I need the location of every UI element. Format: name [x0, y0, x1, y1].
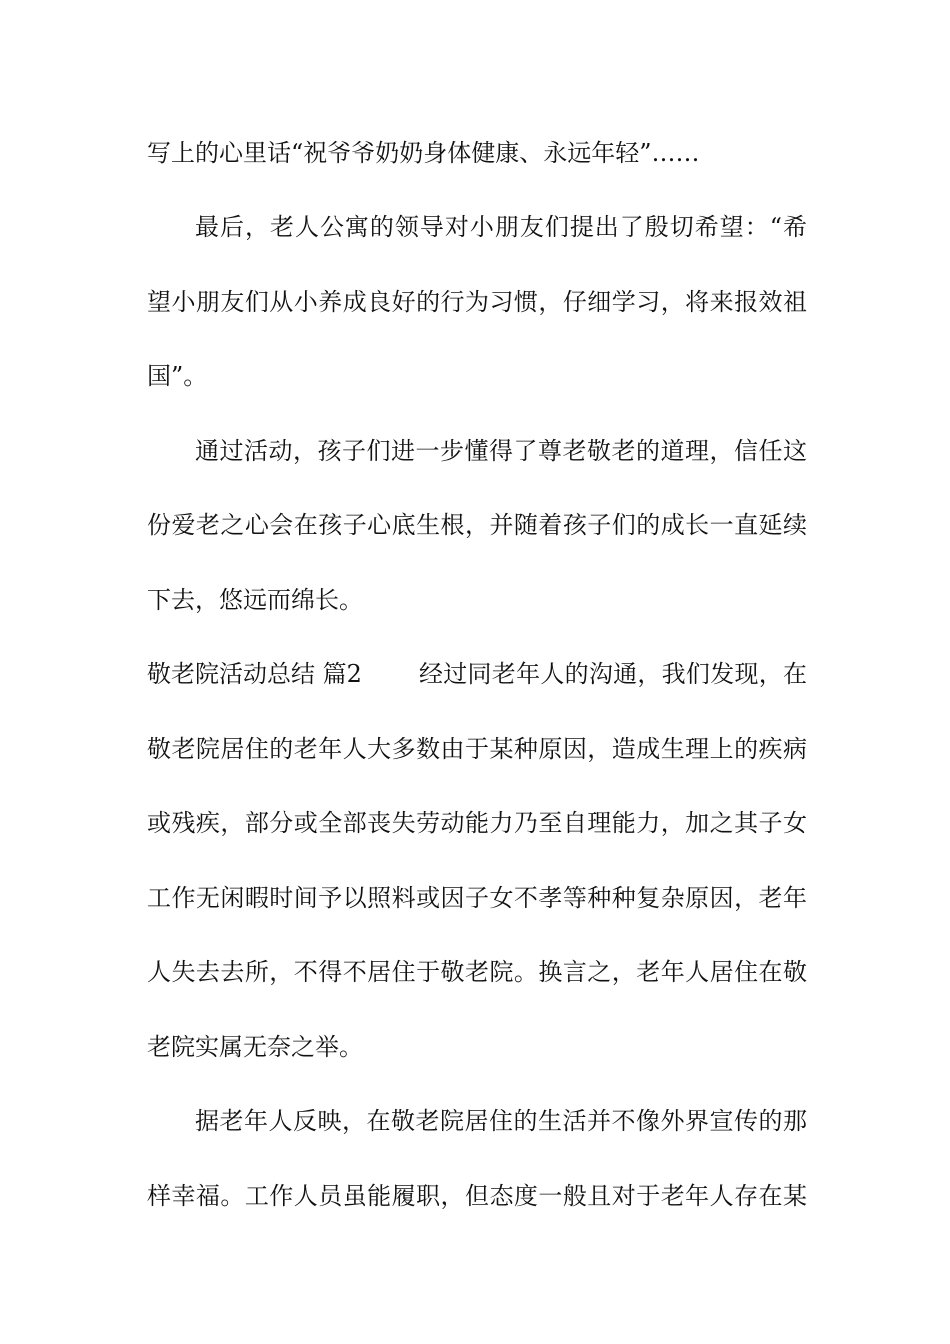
paragraph-line: 最后，老人公寓的领导对小朋友们提出了殷切希望：“希 — [195, 213, 807, 241]
paragraph-line: 写上的心里话“祝爷爷奶奶身体健康、永远年轻”…… — [147, 139, 700, 167]
paragraph-line: 敬老院居住的老年人大多数由于某种原因，造成生理上的疾病 — [147, 735, 807, 763]
section-heading-row — [147, 654, 807, 694]
paragraph-line: 据老年人反映，在敬老院居住的生活并不像外界宣传的那 — [195, 1107, 807, 1135]
paragraph-line: 国”。 — [147, 362, 208, 390]
paragraph-line: 下去，悠远而绵长。 — [147, 586, 363, 614]
paragraph-line: 工作无闲暇时间予以照料或因子女不孝等种种复杂原因，老年 — [147, 884, 807, 912]
paragraph-line: 或残疾，部分或全部丧失劳动能力乃至自理能力，加之其子女 — [147, 809, 807, 837]
paragraph-line: 经过同老年人的沟通，我们发现，在 — [419, 660, 807, 688]
section-title: 敬老院活动总结 篇2 — [147, 660, 362, 688]
paragraph-line: 人失去去所，不得不居住于敬老院。换言之，老年人居住在敬 — [147, 958, 807, 986]
paragraph-line: 样幸福。工作人员虽能履职，但态度一般且对于老年人存在某 — [147, 1182, 807, 1210]
paragraph-line: 望小朋友们从小养成良好的行为习惯，仔细学习，将来报效祖 — [147, 288, 807, 316]
paragraph-line: 份爱老之心会在孩子心底生根，并随着孩子们的成长一直延续 — [147, 511, 807, 539]
paragraph-line: 通过活动，孩子们进一步懂得了尊老敬老的道理，信任这 — [195, 437, 807, 465]
paragraph-line: 老院实属无奈之举。 — [147, 1033, 363, 1061]
